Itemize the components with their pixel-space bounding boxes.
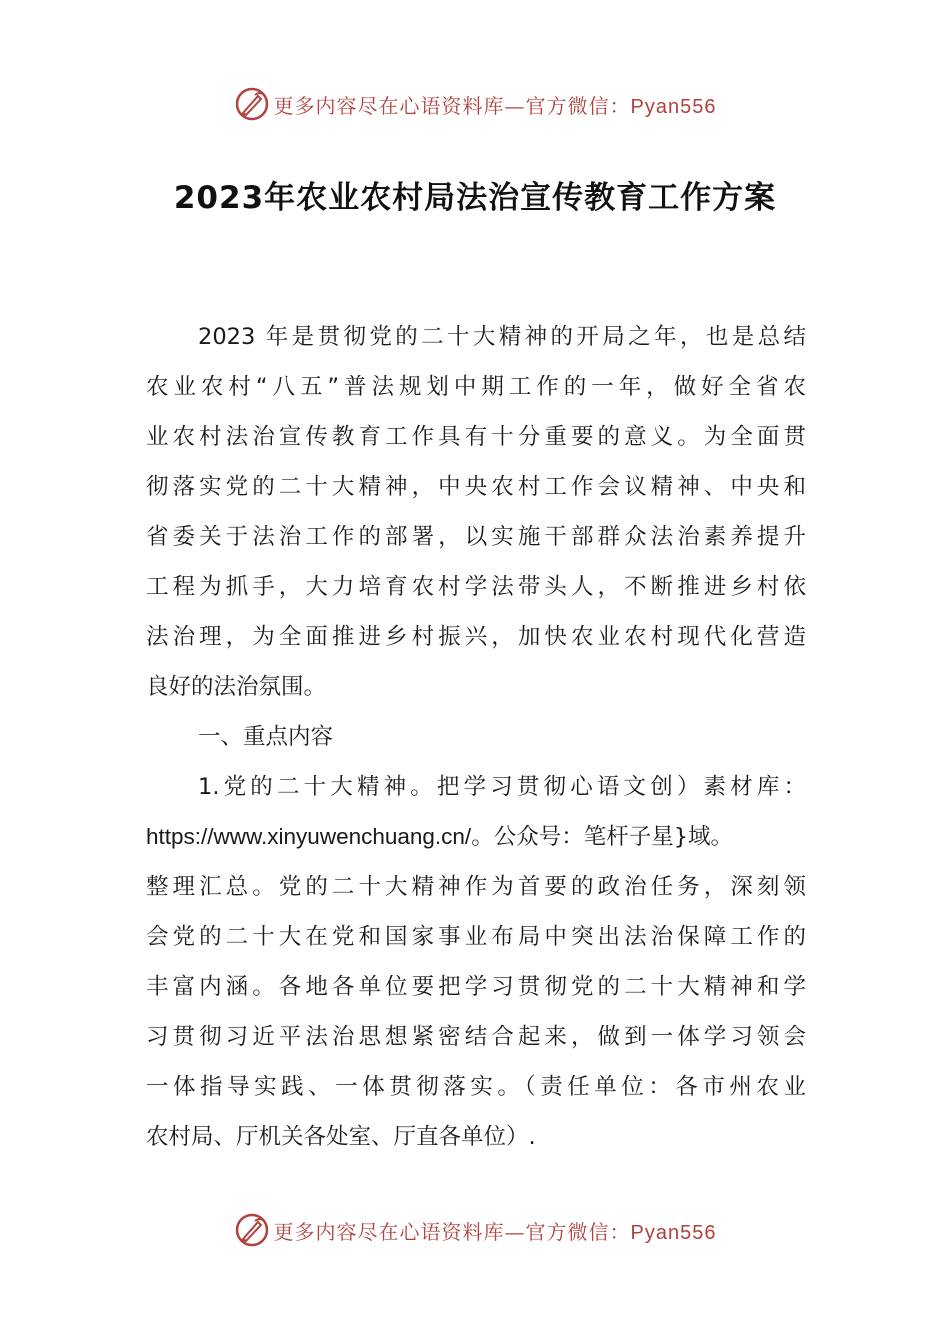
paragraph-line-with-url [146,812,806,862]
paragraph-line: 良好的法治氛围。 [146,674,327,700]
paragraph-line: 整理汇总。党的二十大精神作为首要的政治任务，深刻领 [146,874,806,900]
paragraph-line: 习贯彻习近平法治思想紧密结合起来，做到一体学习领会 [146,1024,806,1050]
banner-text: 更多内容尽在心语资料库—官方微信：Pyan556 [273,1219,717,1244]
document-title: 2023年农业农村局法治宣传教育工作方案 [173,180,777,216]
paragraph-line: 会党的二十大在党和国家事业布局中突出法治保障工作的 [146,924,806,950]
banner-contact: Pyan556 [630,1221,717,1244]
pen-circle-logo-icon [234,1212,270,1248]
paragraph-line: 工程为抓手，大力培育农村学法带头人，不断推进乡村依 [146,574,806,600]
banner-contact: Pyan556 [630,95,717,118]
paragraph-line: 业农村法治宣传教育工作具有十分重要的意义。为全面贯 [146,424,806,450]
section-heading: 一、重点内容 [198,724,334,750]
source-url: https://www.xinyuwenchuang.cn/ [146,824,472,849]
paragraph-line: 法治理，为全面推进乡村振兴，加快农业农村现代化营造 [146,624,806,650]
pen-circle-logo-icon [234,86,270,122]
header-banner [0,82,950,126]
document-body [146,312,806,1162]
paragraph-line-rest: 。公众号：笔杆子星}域。 [471,824,734,850]
paragraph-line: 省委关于法治工作的部署，以实施干部群众法治素养提升 [146,524,806,550]
paragraph-line: 农业农村“八五”普法规划中期工作的一年，做好全省农 [146,374,806,400]
paragraph-line: 农村局、厅机关各处室、厅直各单位）. [146,1124,536,1150]
footer-banner [0,1208,950,1252]
paragraph-line: 丰富内涵。各地各单位要把学习贯彻党的二十大精神和学 [146,974,806,1000]
banner-text: 更多内容尽在心语资料库—官方微信：Pyan556 [273,93,717,118]
paragraph-line: 2023 年是贯彻党的二十大精神的开局之年，也是总结 [198,324,806,350]
paragraph-line: 1.党的二十大精神。把学习贯彻心语文创）素材库： [198,774,806,800]
paragraph-line: 彻落实党的二十大精神，中央农村工作会议精神、中央和 [146,474,806,500]
paragraph-line: 一体指导实践、一体贯彻落实。（责任单位：各市州农业 [146,1074,806,1100]
